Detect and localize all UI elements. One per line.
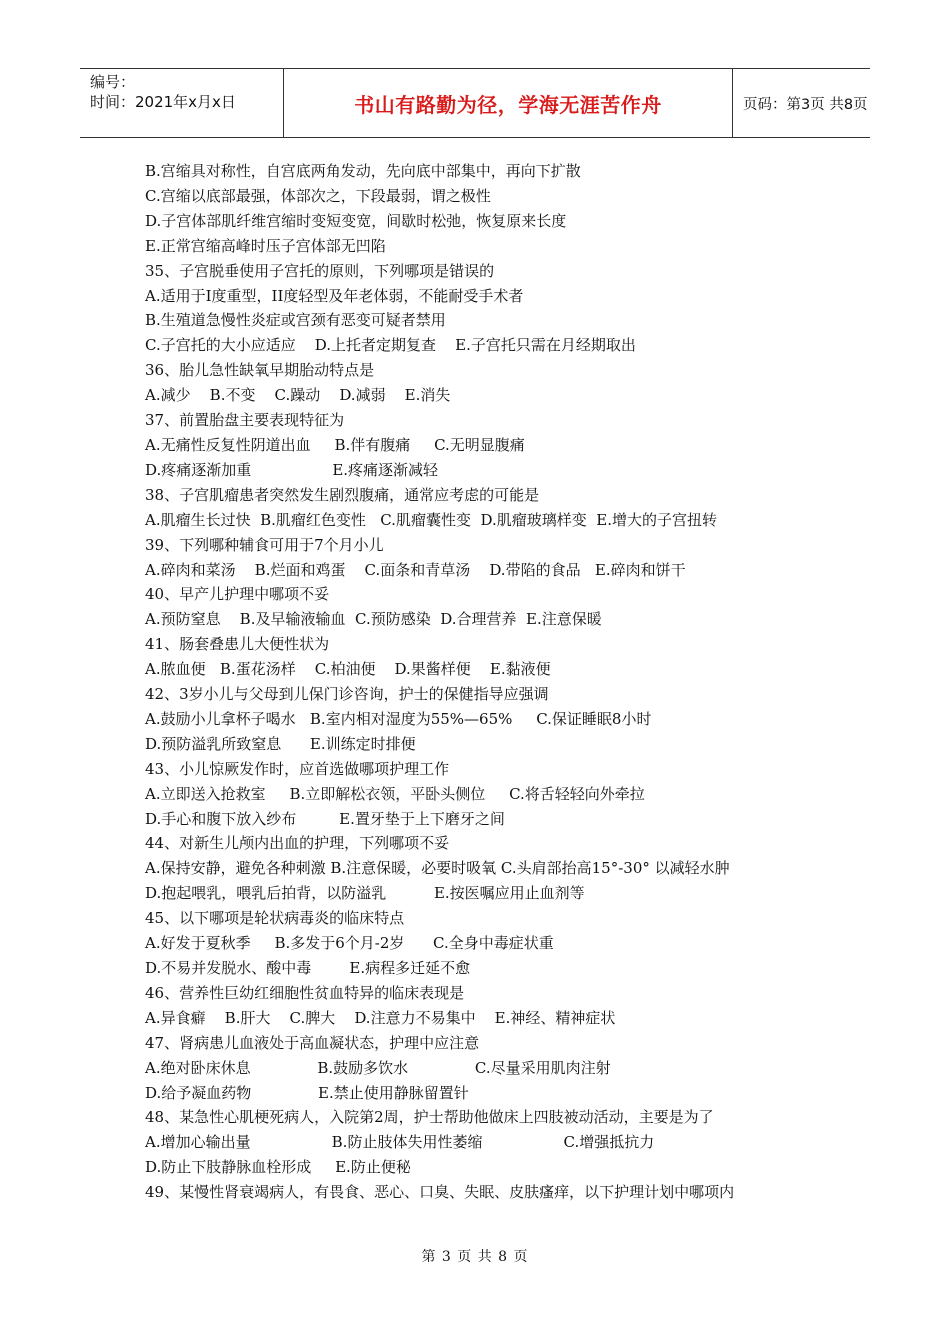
motto: 书山有路勤为径，学海无涯苦作舟 — [354, 92, 662, 117]
question-line: 38、子宫肌瘤患者突然发生剧烈腹痛，通常应考虑的可能是 — [145, 485, 540, 504]
question-line: 48、某急性心肌梗死病人，入院第2周，护士帮助他做床上四肢被动活动，主要是为了 — [145, 1108, 714, 1127]
header-meta — [80, 69, 283, 137]
text-line: D.手心和腹下放入纱布 E.置牙垫于上下磨牙之间 — [145, 809, 505, 828]
text-line: B.宫缩具对称性，自宫底两角发动，先向底中部集中，再向下扩散 — [145, 162, 581, 180]
question-line: 46、营养性巨幼红细胞性贫血特异的临床表现是 — [145, 983, 465, 1002]
question-line: 41、肠套叠患儿大便性状为 — [145, 635, 330, 654]
text-line: A.无痛性反复性阴道出血 B.伴有腹痛 C.无明显腹痛 — [145, 435, 525, 454]
question-line: 47、肾病患儿血液处于高血凝状态，护理中应注意 — [145, 1033, 480, 1052]
text-line: D.预防溢乳所致窒息 E.训练定时排便 — [145, 734, 416, 753]
text-line: C.子宫托的大小应适应 D.上托者定期复查 E.子宫托只需在月经期取出 — [145, 336, 636, 355]
text-line: A.肌瘤生长过快 B.肌瘤红色变性 C.肌瘤囊性变 D.肌瘤玻璃样变 E.增大的子宫扭转 — [145, 510, 717, 529]
text-line: B.生殖道急慢性炎症或宫颈有恶变可疑者禁用 — [145, 311, 446, 330]
text-line: A.异食癖 B.肝大 C.脾大 D.注意力不易集中 E.神经、精神症状 — [145, 1008, 616, 1027]
text-line: D.子宫体部肌纤维宫缩时变短变宽，间歇时松弛，恢复原来长度 — [145, 211, 567, 230]
text-line: A.减少 B.不变 C.躁动 D.减弱 E.消失 — [145, 386, 451, 405]
header-page-info — [733, 69, 870, 137]
question-line: 42、3岁小儿与父母到儿保门诊咨询，护士的保健指导应强调 — [145, 685, 549, 704]
text-line: A.绝对卧床休息 B.鼓励多饮水 C.尽量采用肌肉注射 — [145, 1058, 611, 1077]
text-line: D.给予凝血药物 E.禁止使用静脉留置针 — [145, 1083, 469, 1102]
text-line: A.预防窒息 B.及早输液输血 C.预防感染 D.合理营养 E.注意保暖 — [145, 610, 602, 629]
text-line: A.脓血便 B.蛋花汤样 C.柏油便 D.果酱样便 E.黏液便 — [145, 660, 551, 679]
text-line: A.立即送入抢救室 B.立即解松衣领，平卧头侧位 C.将舌轻轻向外牵拉 — [145, 784, 645, 803]
text-line: E.正常宫缩高峰时压子宫体部无凹陷 — [145, 236, 386, 255]
question-line: 35、子宫脱垂使用子宫托的原则，下列哪项是错误的 — [145, 261, 495, 280]
text-line: A.鼓励小儿拿杯子喝水 B.室内相对湿度为55%—65% C.保证睡眠8小时 — [145, 709, 652, 728]
question-line: 36、胎儿急性缺氧早期胎动特点是 — [145, 361, 375, 380]
text-line: D.疼痛逐渐加重 E.疼痛逐渐减轻 — [145, 460, 439, 479]
page-header — [80, 68, 870, 138]
text-line-wrapped: A.保持安静，避免各种刺激 B.注意保暖，必要时吸氧 C.头肩部抬高15°-30° 以减轻水肿 — [145, 859, 730, 878]
text-line: D.防止下肢静脉血栓形成 E.防止便秘 — [145, 1158, 411, 1177]
question-line: 49、某慢性肾衰竭病人，有畏食、恶心、口臭、失眠、皮肤瘙痒，以下护理计划中哪项内 — [145, 1183, 735, 1202]
text-line: D.抱起喂乳，喂乳后拍背，以防溢乳 E.按医嘱应用止血剂等 — [145, 884, 585, 903]
text-line: A.碎肉和菜汤 B.烂面和鸡蛋 C.面条和青草汤 D.带陷的食品 E.碎肉和饼干 — [145, 560, 686, 579]
question-line: 39、下列哪种辅食可用于7个月小儿 — [145, 535, 384, 554]
code-label: 编号： — [90, 73, 136, 91]
question-line: 40、早产儿护理中哪项不妥 — [145, 585, 330, 604]
header-motto-cell — [283, 69, 733, 137]
exam-content — [145, 159, 815, 1205]
question-line: 43、小儿惊厥发作时，应首选做哪项护理工作 — [145, 759, 450, 778]
question-line: 45、以下哪项是轮状病毒炎的临床特点 — [145, 909, 405, 928]
time-label: 时间：2021年x月x日 — [90, 93, 236, 111]
text-line: D.不易并发脱水、酸中毒 E.病程多迁延不愈 — [145, 959, 471, 977]
question-line: 37、前置胎盘主要表现特征为 — [145, 411, 345, 430]
page-info: 页码：第3页 共8页 — [743, 96, 868, 113]
question-line: 44、对新生儿颅内出血的护理，下列哪项不妥 — [145, 834, 450, 853]
page-footer: 第 3 页 共 8 页 — [421, 1249, 529, 1265]
text-line: A.增加心输出量 B.防止肢体失用性萎缩 C.增强抵抗力 — [145, 1133, 655, 1152]
text-line: A.适用于Ⅰ度重型，II度轻型及年老体弱，不能耐受手术者 — [145, 286, 524, 305]
text-line: A.好发于夏秋季 B.多发于6个月-2岁 C.全身中毒症状重 — [145, 934, 554, 953]
text-line: C.宫缩以底部最强，体部次之，下段最弱，谓之极性 — [145, 186, 491, 205]
